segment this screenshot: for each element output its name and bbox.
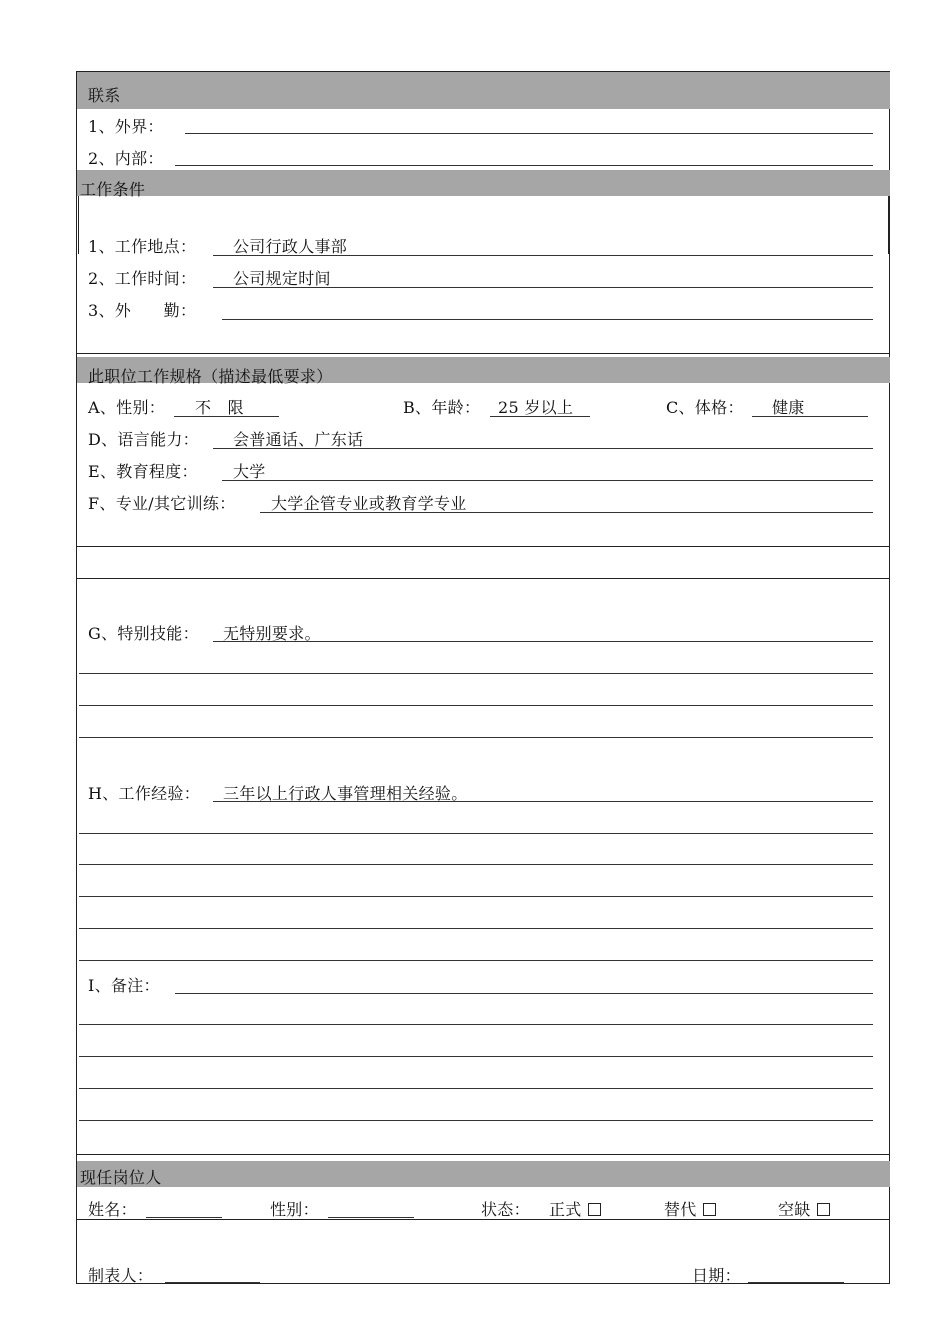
health-label: C、体格： xyxy=(666,398,744,417)
incumbent-title: 现任岗位人 xyxy=(80,1168,162,1187)
work-time-label: 2、工作时间： xyxy=(88,269,197,288)
language-line[interactable] xyxy=(213,448,873,449)
date-label: 日期： xyxy=(692,1266,741,1285)
age-value: 25 岁以上 xyxy=(498,398,574,417)
special-skill-value: 无特别要求。 xyxy=(223,624,321,643)
preparer-label: 制表人： xyxy=(88,1266,154,1285)
language-value: 会普通话、广东话 xyxy=(233,430,364,449)
experience-line[interactable] xyxy=(79,960,873,961)
experience-label: H、工作经验： xyxy=(88,784,201,803)
status-formal-checkbox[interactable] xyxy=(588,1203,601,1216)
notes-line[interactable] xyxy=(79,1024,873,1025)
experience-line[interactable] xyxy=(79,928,873,929)
education-line[interactable] xyxy=(222,480,873,481)
age-label: B、年龄： xyxy=(403,398,481,417)
notes-line[interactable] xyxy=(79,1088,873,1089)
spec-title: 此职位工作规格（描述最低要求） xyxy=(88,367,333,386)
experience-line[interactable] xyxy=(79,864,873,865)
status-formal-text: 正式 xyxy=(549,1200,582,1219)
language-label: D、语言能力： xyxy=(88,430,199,449)
section-divider xyxy=(77,578,890,579)
conditions-title: 工作条件 xyxy=(80,180,146,199)
cell-edge xyxy=(78,196,79,254)
health-line[interactable] xyxy=(752,416,868,417)
work-time-value: 公司规定时间 xyxy=(233,269,331,288)
cell-edge xyxy=(888,196,889,254)
section-divider xyxy=(77,546,890,547)
health-value: 健康 xyxy=(772,398,805,417)
gender-line[interactable] xyxy=(174,416,279,417)
special-skill-line[interactable] xyxy=(79,737,873,738)
form-frame xyxy=(76,71,890,1284)
notes-line[interactable] xyxy=(175,993,873,994)
section-divider xyxy=(77,353,890,354)
field-work-line[interactable] xyxy=(222,319,873,320)
experience-value: 三年以上行政人事管理相关经验。 xyxy=(223,784,468,803)
status-substitute-option[interactable] xyxy=(664,1200,716,1220)
age-line[interactable] xyxy=(490,416,590,417)
status-vacant-checkbox[interactable] xyxy=(817,1203,830,1216)
internal-contact-label: 2、内部： xyxy=(88,149,164,168)
status-vacant-text: 空缺 xyxy=(778,1200,811,1219)
status-vacant-option[interactable] xyxy=(778,1200,830,1220)
gender-label: A、性别： xyxy=(88,398,166,417)
gender-value: 不 限 xyxy=(195,398,244,417)
location-value: 公司行政人事部 xyxy=(233,237,348,256)
incumbent-name-line[interactable] xyxy=(146,1217,222,1218)
field-work-label: 3、外 勤： xyxy=(88,301,197,320)
date-line[interactable] xyxy=(748,1282,844,1283)
status-formal-option[interactable] xyxy=(549,1200,601,1220)
special-skill-line[interactable] xyxy=(79,705,873,706)
external-contact-line[interactable] xyxy=(185,133,873,134)
incumbent-gender-line[interactable] xyxy=(328,1217,414,1218)
education-value: 大学 xyxy=(233,462,266,481)
contact-title: 联系 xyxy=(88,86,121,105)
status-label: 状态： xyxy=(481,1200,530,1219)
status-substitute-checkbox[interactable] xyxy=(703,1203,716,1216)
experience-line[interactable] xyxy=(79,833,873,834)
special-skill-line[interactable] xyxy=(79,673,873,674)
internal-contact-line[interactable] xyxy=(175,165,873,166)
education-label: E、教育程度： xyxy=(88,462,198,481)
location-line[interactable] xyxy=(213,255,873,256)
contact-header xyxy=(77,72,890,109)
incumbent-name-label: 姓名： xyxy=(88,1200,137,1219)
notes-line[interactable] xyxy=(79,1120,873,1121)
section-divider xyxy=(77,1154,890,1155)
preparer-line[interactable] xyxy=(165,1282,260,1283)
location-label: 1、工作地点： xyxy=(88,237,197,256)
special-skill-line[interactable] xyxy=(213,641,873,642)
major-value: 大学企管专业或教育学专业 xyxy=(271,494,467,513)
work-time-line[interactable] xyxy=(213,287,873,288)
notes-label: I、备注： xyxy=(88,976,160,995)
notes-line[interactable] xyxy=(79,1056,873,1057)
experience-line[interactable] xyxy=(79,896,873,897)
incumbent-gender-label: 性别： xyxy=(270,1200,319,1219)
status-substitute-text: 替代 xyxy=(664,1200,697,1219)
external-contact-label: 1、外界： xyxy=(88,117,164,136)
conditions-header xyxy=(77,170,890,196)
major-line[interactable] xyxy=(260,512,873,513)
special-skill-label: G、特别技能： xyxy=(88,624,199,643)
major-label: F、专业/其它训练： xyxy=(88,494,236,513)
incumbent-header xyxy=(77,1161,890,1187)
experience-line[interactable] xyxy=(213,801,873,802)
